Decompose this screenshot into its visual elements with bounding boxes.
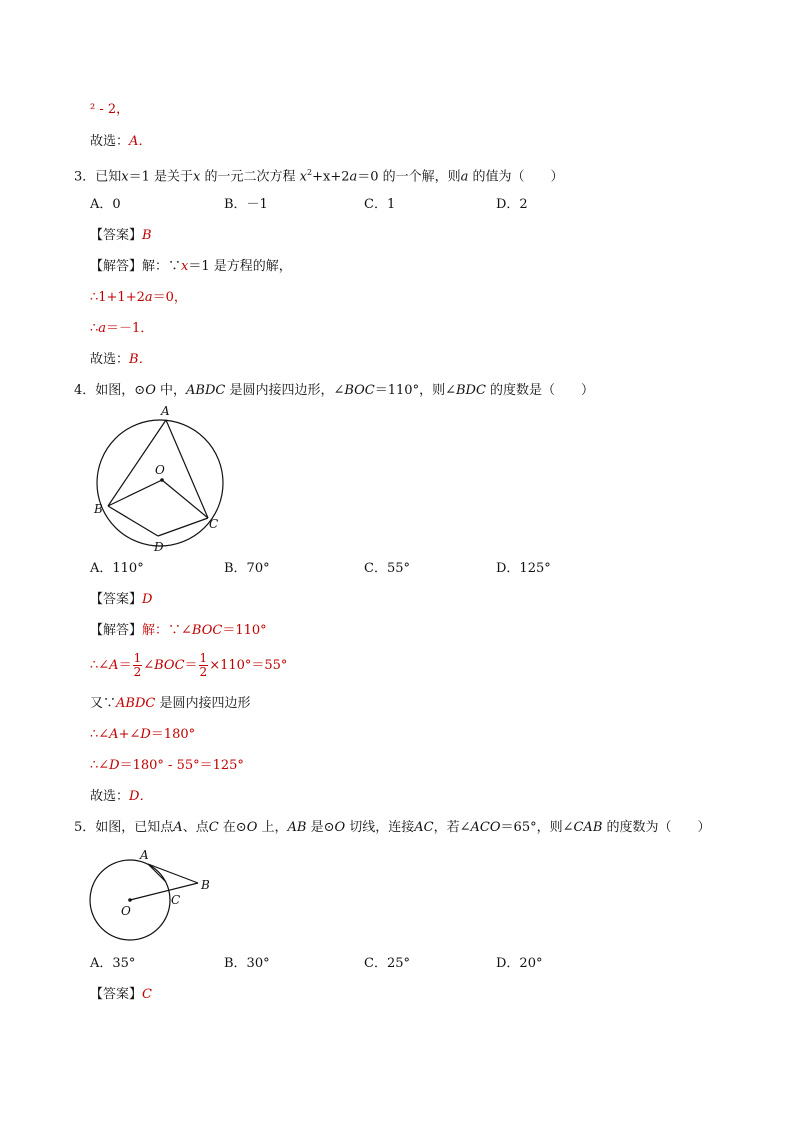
q5-text-f: 切线，连接 <box>345 820 415 835</box>
q4-center-point <box>160 478 164 482</box>
q4-solution-line-1 <box>90 622 267 640</box>
q5-text-d: 上， <box>257 820 288 835</box>
q5-var-c: C <box>208 820 219 835</box>
q3-eq-rest-b: ＝0 的一个解，则 <box>357 169 461 185</box>
q4-answer-line <box>90 591 152 609</box>
q5-text-a: 如图，已知点 <box>95 820 174 835</box>
q4-figure <box>88 400 238 560</box>
q3-sol-l3-var: a <box>98 321 107 336</box>
q4-sol-l2-eq: ＝ <box>118 658 132 673</box>
q4-label-b: B <box>94 502 103 516</box>
q3-option-d: D．2 <box>496 197 528 212</box>
q4-text-c: 是圆内接四边形，∠ <box>225 383 345 398</box>
q5-segment-ac <box>148 864 166 882</box>
q5-figure <box>84 840 224 945</box>
q5-number: 5． <box>74 820 96 835</box>
q3-eq-a: a <box>349 169 358 185</box>
q3-answer: B <box>142 228 152 243</box>
q5-var-aco: ACO <box>470 820 501 835</box>
q4-sol-l2-b: ∠ <box>143 658 155 673</box>
q3-sol-l1-x: x <box>181 259 189 274</box>
q4-segment-dc <box>158 518 208 536</box>
q3-var-a: a <box>460 169 469 185</box>
answer-tag: 【答案】 <box>90 228 143 243</box>
q3-eq-sup: 2 <box>307 168 313 177</box>
q3-sol-l1-a: 解：∵ <box>142 259 182 274</box>
q5-option-a: A．35° <box>90 956 136 971</box>
q4-segment-ac <box>166 420 208 518</box>
prev-choose-line <box>90 133 151 151</box>
q4-sol-l1-a: 解：∵∠ <box>142 623 192 638</box>
q3-text-b: ＝1 是关于 <box>128 169 194 185</box>
q5-var-cab: CAB <box>573 820 603 835</box>
q4-text-b: 中， <box>155 383 186 398</box>
q5-segment-ab <box>148 864 198 883</box>
fraction-numerator: 1 <box>133 651 142 665</box>
q4-sol-l2-a: ∴∠ <box>90 658 110 673</box>
q4-fraction-half <box>133 652 143 679</box>
q4-sol-l5-D: D <box>109 758 120 773</box>
solution-tag: 【解答】 <box>90 623 143 638</box>
q5-var-ac: AC <box>414 820 434 835</box>
q4-label-o: O <box>155 463 165 477</box>
q5-text-e: 是⊙ <box>306 820 335 835</box>
q4-sol-l1-b: ＝110° <box>222 623 267 638</box>
choose-prefix: 故选： <box>90 352 130 367</box>
q4-label-c: C <box>209 517 219 531</box>
q4-sol-l5-b: ＝180° - 55°＝125° <box>119 758 244 773</box>
q5-answer-line <box>90 986 152 1004</box>
q5-option-b: B．30° <box>224 956 270 971</box>
q4-option-b: B．70° <box>224 561 270 576</box>
q4-sol-l2-eq2: ＝ <box>184 658 198 673</box>
q4-text-e: 的度数是（ ） <box>485 383 595 398</box>
q5-stem <box>74 819 711 837</box>
q3-eq-rest-a: +x+2 <box>312 169 350 185</box>
prev-solution-tail: ² - 2， <box>90 102 130 117</box>
q4-var-abdc: ABDC <box>186 383 226 398</box>
q5-segment-ob <box>130 883 198 900</box>
q3-option-b: B．－1 <box>224 197 268 212</box>
q4-fraction-half-2 <box>199 652 209 679</box>
choose-prefix: 故选： <box>90 134 130 149</box>
q3-stem <box>74 164 564 186</box>
q4-segment-oc <box>162 480 208 518</box>
q3-solution-line-2 <box>90 289 187 307</box>
answer-tag: 【答案】 <box>90 987 143 1002</box>
q5-var-o2: O <box>334 820 346 835</box>
q4-sol-l4-A: A <box>109 727 119 742</box>
q5-answer: C <box>142 987 152 1002</box>
q4-sol-l3-a: 又∵ <box>90 696 117 711</box>
q5-text-i: 的度数为（ ） <box>602 820 711 835</box>
q3-text-a: 已知 <box>95 169 122 185</box>
q4-label-a: A <box>161 404 170 418</box>
q4-var-o: O <box>145 383 156 398</box>
q3-choose-line <box>90 351 152 369</box>
q5-label-b: B <box>201 878 210 892</box>
q3-var-x2: x <box>193 169 201 185</box>
fraction-denominator: 2 <box>199 665 208 679</box>
q4-sol-l4-c: ＝180° <box>150 727 196 742</box>
q4-segment-bd <box>108 506 158 536</box>
q3-var-x: x <box>121 169 129 185</box>
q4-option-d: D．125° <box>496 561 551 576</box>
choose-answer: B． <box>129 352 152 367</box>
q4-sol-l3-var: ABDC <box>116 696 156 711</box>
q4-sol-l5-a: ∴∠ <box>90 758 110 773</box>
q4-number: 4． <box>74 383 96 398</box>
q5-option-d: D．20° <box>496 956 543 971</box>
q5-var-a: A <box>173 820 183 835</box>
q5-var-ab: AB <box>287 820 307 835</box>
choose-prefix: 故选： <box>90 789 130 804</box>
q5-text-h: ＝65°，则∠ <box>500 820 574 835</box>
q4-option-c: C．55° <box>364 561 410 576</box>
q3-sol-l3-b: ＝－1． <box>106 321 154 336</box>
q4-solution-line-5 <box>90 757 244 775</box>
q4-label-d: D <box>154 540 164 554</box>
q4-sol-l2-c: ×110°＝55° <box>209 658 288 673</box>
q5-label-c: C <box>171 893 181 907</box>
q5-label-o: O <box>121 904 131 918</box>
q5-var-o: O <box>246 820 258 835</box>
q4-sol-l4-b: +∠ <box>118 727 141 742</box>
q3-solution-line-3 <box>90 320 153 338</box>
q4-circle <box>97 420 223 546</box>
q3-text-d: 的值为（ ） <box>468 169 564 185</box>
q5-center-point <box>128 898 132 902</box>
q3-option-a: A．0 <box>90 197 121 212</box>
q4-choose-line <box>90 788 152 806</box>
q4-option-a: A．110° <box>90 561 144 576</box>
q4-var-bdc: BDC <box>455 383 486 398</box>
q3-sol-l3-a: ∴ <box>90 321 99 336</box>
q3-number: 3． <box>74 169 96 185</box>
fraction-denominator: 2 <box>133 665 142 679</box>
q4-var-boc: BOC <box>344 383 375 398</box>
q4-sol-l3-b: 是圆内接四边形 <box>155 696 251 711</box>
q3-sol-l2-a: ∴1+1+2 <box>90 290 145 305</box>
q3-sol-l2-b: ＝0， <box>152 290 187 305</box>
choose-answer: D． <box>129 789 153 804</box>
q3-sol-l1-b: ＝1 是方程的解， <box>188 259 292 274</box>
q3-text-c: 的一元二次方程 <box>200 169 300 185</box>
q5-text-c: 在⊙ <box>218 820 247 835</box>
q4-sol-l4-a: ∴∠ <box>90 727 110 742</box>
q3-solution-line-1 <box>90 258 292 276</box>
q4-solution-line-2 <box>90 652 287 680</box>
q3-sol-l2-var: a <box>144 290 153 305</box>
q5-option-c: C．25° <box>364 956 410 971</box>
q5-label-a: A <box>140 848 149 862</box>
q4-sol-l2-A: A <box>109 658 119 673</box>
answer-tag: 【答案】 <box>90 592 143 607</box>
q4-sol-l4-D: D <box>140 727 151 742</box>
q3-answer-line <box>90 227 152 245</box>
fraction-numerator: 1 <box>199 651 208 665</box>
q4-solution-line-4 <box>90 726 195 744</box>
q3-eq-x: x <box>299 169 307 185</box>
q4-sol-l1-var: BOC <box>191 623 223 638</box>
q4-solution-line-3 <box>90 695 250 713</box>
q4-sol-l2-boc: BOC <box>154 658 185 673</box>
solution-tag: 【解答】 <box>90 259 143 274</box>
choose-answer: A． <box>129 134 152 149</box>
q4-answer: D <box>142 592 153 607</box>
q3-option-c: C．1 <box>364 197 396 212</box>
q5-text-b: 、点 <box>182 820 209 835</box>
q4-text-a: 如图，⊙ <box>95 383 146 398</box>
q5-text-g: ，若∠ <box>433 820 471 835</box>
q4-stem <box>74 382 594 400</box>
q4-text-d: ＝110°，则∠ <box>374 383 456 398</box>
